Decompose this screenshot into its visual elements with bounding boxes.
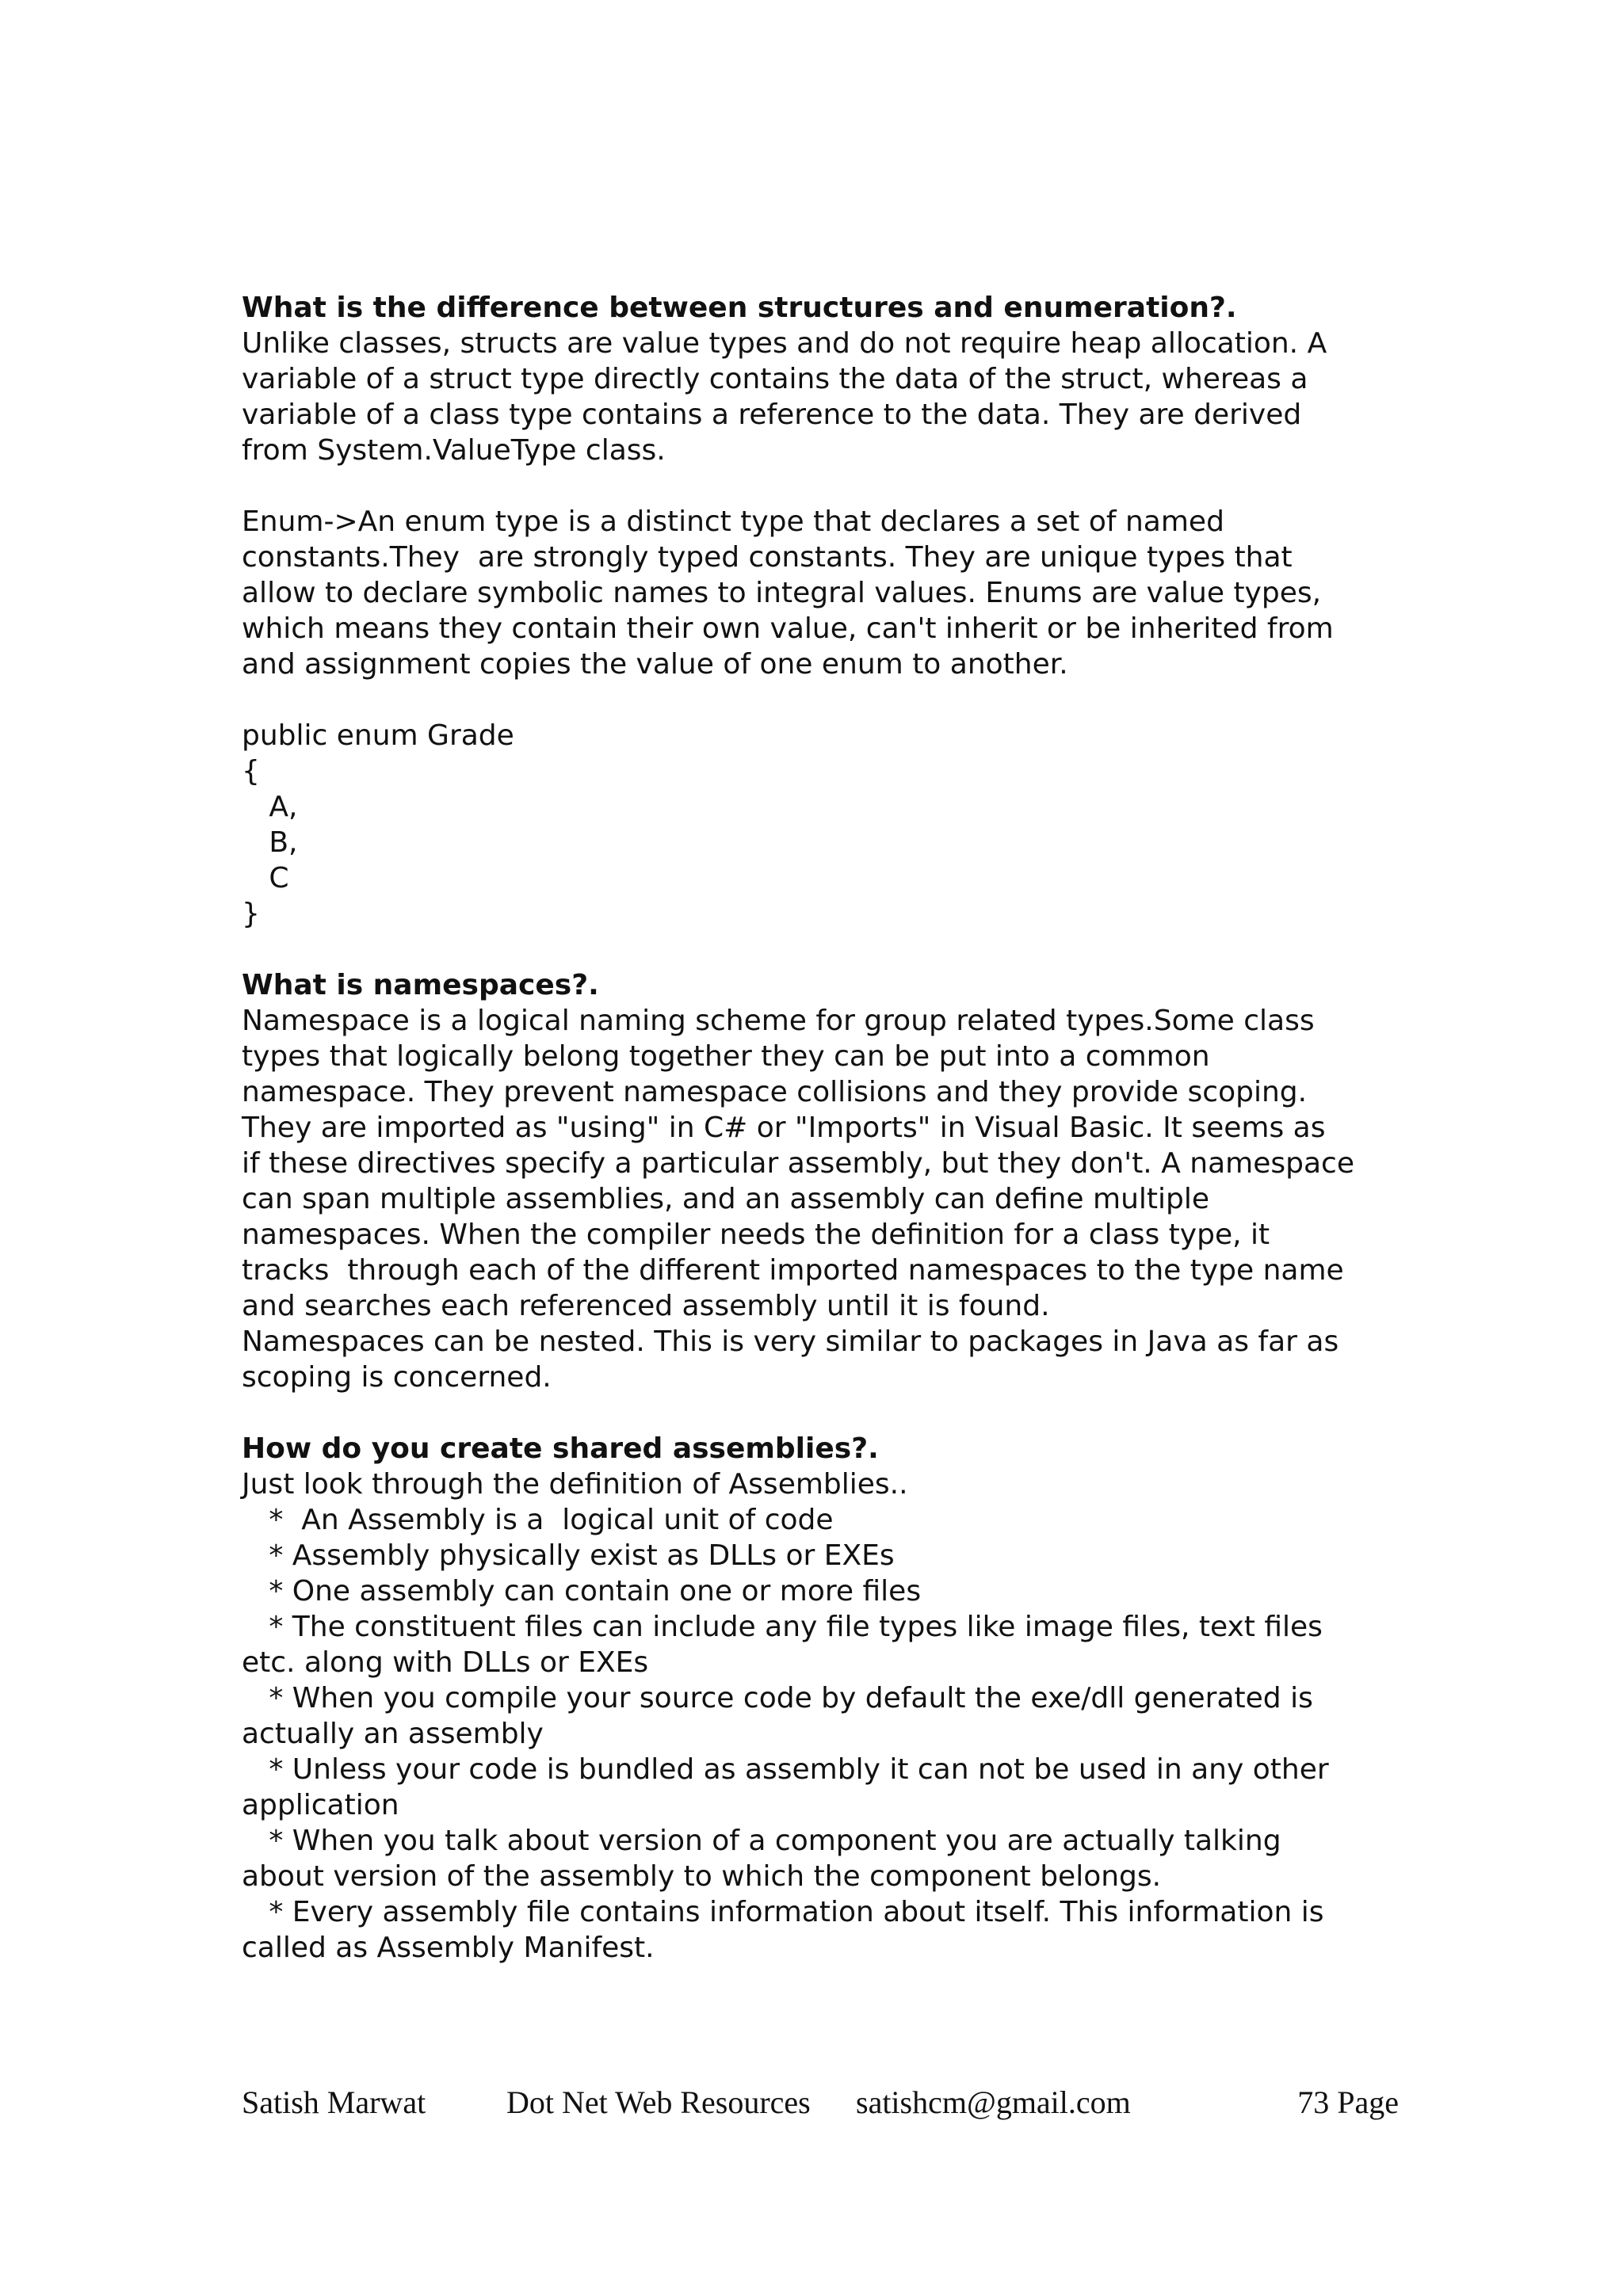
footer-site: Dot Net Web Resources bbox=[506, 2084, 811, 2120]
text-line: Just look through the definition of Assemblies.. bbox=[242, 1468, 908, 1501]
text-line: and searches each referenced assembly until it is found. bbox=[242, 1290, 1050, 1322]
text-line: tracks through each of the different imported namespaces to the type name bbox=[242, 1254, 1344, 1287]
list-item-continuation: application bbox=[242, 1789, 399, 1821]
list-item-continuation: actually an assembly bbox=[242, 1718, 544, 1750]
code-line: } bbox=[242, 898, 260, 930]
code-line: A, bbox=[242, 791, 298, 823]
text-line: types that logically belong together they can be put into a common bbox=[242, 1040, 1210, 1073]
section-shared-assemblies bbox=[242, 1431, 1399, 1966]
section-heading: What is namespaces?. bbox=[242, 969, 599, 1001]
text-line: from System.ValueType class. bbox=[242, 434, 666, 467]
section-heading: How do you create shared assemblies?. bbox=[242, 1432, 879, 1465]
paragraph bbox=[242, 504, 1399, 682]
text-line: They are imported as "using" in C# or "Imports" in Visual Basic. It seems as bbox=[242, 1112, 1326, 1144]
paragraph-spacer bbox=[242, 468, 1399, 504]
list-item: * The constituent files can include any file types like image files, text files bbox=[242, 1611, 1323, 1643]
code-line: B, bbox=[242, 826, 298, 859]
section-spacer bbox=[242, 932, 1399, 967]
paragraph bbox=[242, 326, 1399, 468]
list-item: * One assembly can contain one or more files bbox=[242, 1575, 922, 1608]
text-line: scoping is concerned. bbox=[242, 1361, 552, 1394]
paragraph bbox=[242, 1003, 1399, 1395]
section-heading: What is the difference between structures and enumeration?. bbox=[242, 292, 1237, 324]
code-line: { bbox=[242, 755, 260, 788]
code-sample bbox=[242, 718, 1399, 932]
paragraph bbox=[242, 1466, 1399, 1966]
page-number: 73 Page bbox=[1297, 2084, 1399, 2120]
text-line: Namespaces can be nested. This is very similar to packages in Java as far as bbox=[242, 1325, 1339, 1358]
list-item: * Assembly physically exist as DLLs or EXEs bbox=[242, 1539, 895, 1572]
section-namespaces bbox=[242, 967, 1399, 1395]
text-line: variable of a class type contains a reference to the data. They are derived bbox=[242, 399, 1302, 431]
document-body bbox=[242, 290, 1399, 1966]
text-line: Enum->An enum type is a distinct type that declares a set of named bbox=[242, 505, 1224, 538]
footer-author: Satish Marwat bbox=[242, 2084, 426, 2120]
code-line: C bbox=[242, 862, 289, 894]
paragraph-spacer bbox=[242, 682, 1399, 718]
code-line: public enum Grade bbox=[242, 719, 514, 752]
text-line: allow to declare symbolic names to integral values. Enums are value types, bbox=[242, 577, 1322, 609]
list-item-continuation: about version of the assembly to which the component belongs. bbox=[242, 1860, 1162, 1893]
list-item: * An Assembly is a logical unit of code bbox=[242, 1504, 834, 1536]
text-line: and assignment copies the value of one enum to another. bbox=[242, 648, 1068, 681]
text-line: namespaces. When the compiler needs the definition for a class type, it bbox=[242, 1219, 1270, 1251]
list-item-continuation: called as Assembly Manifest. bbox=[242, 1932, 655, 1964]
list-item: * When you talk about version of a component you are actually talking bbox=[242, 1825, 1281, 1857]
list-item: * When you compile your source code by default the exe/dll generated is bbox=[242, 1682, 1313, 1714]
text-line: Unlike classes, structs are value types and do not require heap allocation. A bbox=[242, 327, 1327, 360]
text-line: constants.They are strongly typed constants. They are unique types that bbox=[242, 541, 1293, 574]
list-item: * Every assembly file contains information about itself. This information is bbox=[242, 1896, 1324, 1928]
text-line: which means they contain their own value, can't inherit or be inherited from bbox=[242, 612, 1334, 645]
section-structures-enumeration bbox=[242, 290, 1399, 932]
list-item-continuation: etc. along with DLLs or EXEs bbox=[242, 1646, 649, 1679]
text-line: namespace. They prevent namespace collisions and they provide scoping. bbox=[242, 1076, 1308, 1108]
text-line: if these directives specify a particular assembly, but they don't. A namespace bbox=[242, 1147, 1354, 1180]
text-line: can span multiple assemblies, and an assembly can define multiple bbox=[242, 1183, 1210, 1215]
section-spacer bbox=[242, 1395, 1399, 1431]
page-footer bbox=[242, 2082, 1399, 2123]
text-line: variable of a struct type directly contains the data of the struct, whereas a bbox=[242, 363, 1308, 395]
footer-email: satishcm@gmail.com bbox=[856, 2084, 1131, 2120]
list-item: * Unless your code is bundled as assembly it can not be used in any other bbox=[242, 1753, 1329, 1786]
text-line: Namespace is a logical naming scheme for group related types.Some class bbox=[242, 1005, 1315, 1037]
